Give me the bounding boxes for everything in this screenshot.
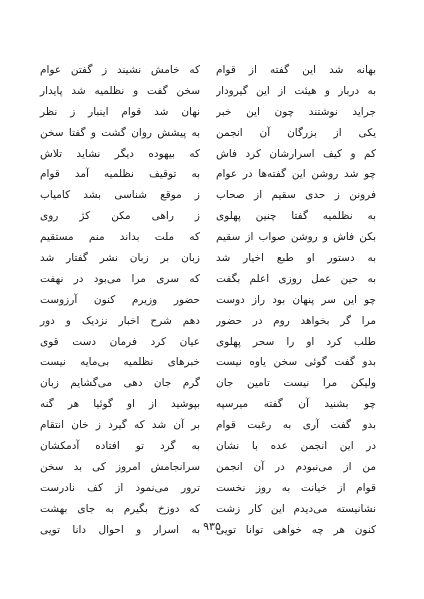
verse-couplet	[38, 269, 386, 290]
verse-couplet	[38, 457, 386, 478]
verse-couplet	[38, 415, 386, 436]
verse-first-hemistich: فرونن ز حدی سقیم از صحاب	[216, 189, 376, 202]
verse-couplet	[38, 352, 386, 373]
verse-couplet	[38, 206, 386, 227]
verse-first-hemistich: در این انجمن عده با نشان	[216, 440, 376, 453]
verse-couplet	[38, 144, 386, 165]
verse-second-hemistich: زبان بر زبان نشر گفتار شد	[40, 252, 200, 265]
verse-second-hemistich: نهان شد قوام اینبار ز نظر	[40, 105, 200, 118]
verse-second-hemistich: دهم شرح اخبار نزدیک و دور	[40, 314, 200, 327]
verse-first-hemistich: به دستور او طبع اخیار شد	[216, 252, 376, 265]
verse-couplet	[38, 60, 386, 81]
verse-second-hemistich: ز راهی مکن کژ روی	[40, 210, 200, 223]
verse-second-hemistich: سرانجامش امروز کی بد سخن	[40, 460, 200, 473]
verse-second-hemistich: بر آن شد که گیرد ز خان انتقام	[40, 419, 200, 432]
verse-second-hemistich: به اسرار و احوال دانا تویی	[40, 523, 200, 536]
verse-second-hemistich: گرم جان دهی می‌گشایم زبان	[40, 377, 200, 390]
verse-first-hemistich: چو این سر پنهان بود راز دوست	[216, 293, 376, 306]
verse-second-hemistich: که بیهوده دیگر نشاید تلاش	[40, 147, 200, 160]
verse-couplet	[38, 478, 386, 499]
verse-first-hemistich: من از می‌نبودم در آن انجمن	[216, 460, 376, 473]
verse-couplet	[38, 227, 386, 248]
verse-second-hemistich: که دوزخ بگیرم به جای بهشت	[40, 502, 200, 515]
verse-second-hemistich: که ملت بداند منم مستقیم	[40, 231, 200, 244]
verse-second-hemistich: به توقیف نظلمیه آمد قوام	[40, 168, 200, 181]
verse-first-hemistich: چو بشنید آن گفته میرسپه	[216, 398, 376, 411]
verse-first-hemistich: بدو گفت آری به رغبت قوام	[216, 419, 376, 432]
verse-couplet	[38, 290, 386, 311]
verse-couplet	[38, 102, 386, 123]
verse-second-hemistich: عیان کرد فرمان دست قوی	[40, 335, 200, 348]
verse-second-hemistich: سخن گفت و نظلمیه شد پایدار	[40, 84, 200, 97]
verse-couplet	[38, 123, 386, 144]
page-number: ۹۳۵	[203, 520, 221, 533]
verse-couplet	[38, 373, 386, 394]
verse-second-hemistich: به پیشش روان گشت و گفتا سخن	[40, 126, 200, 139]
verse-second-hemistich: ز موقع شناسی بشد کامیاب	[40, 189, 200, 202]
verse-couplet	[38, 185, 386, 206]
verse-first-hemistich: ولیکن مرا نیست تامین جان	[216, 377, 376, 390]
verse-first-hemistich: بدو گفت گوئی سخن یاوه نیست	[216, 356, 376, 369]
verse-second-hemistich: خبرهای نظلمیه بی‌مایه نیست	[40, 356, 200, 369]
poem-body	[38, 60, 386, 540]
verse-first-hemistich: مرا گر بخواهد روم در حضور	[216, 314, 376, 327]
verse-couplet	[38, 81, 386, 102]
verse-first-hemistich: کنون هر چه خواهی توانا تویی	[216, 523, 376, 536]
verse-first-hemistich: قوام از خیانت به روز نخست	[216, 481, 376, 494]
verse-first-hemistich: به حین عمل روزی اعلم بگفت	[216, 272, 376, 285]
verse-second-hemistich: ترور می‌نمود از کف نادرست	[40, 481, 200, 494]
verse-first-hemistich: به نظلمیه گفتا چنین پهلوی	[216, 210, 376, 223]
verse-second-hemistich: که خامش نشیند ز گفتن عوام	[40, 64, 200, 76]
verse-first-hemistich: کم و کیف اسرارشان کرد فاش	[216, 147, 376, 160]
verse-first-hemistich: طلب کرد او را سحر پهلوی	[216, 335, 376, 348]
verse-first-hemistich: بکن فاش و روشن صواب از سقیم	[216, 231, 376, 244]
verse-couplet	[38, 164, 386, 185]
verse-second-hemistich: حضور وزیرم کنون آرزوست	[40, 293, 200, 306]
verse-first-hemistich: جراید نوشتند چون این خبر	[216, 105, 376, 118]
verse-couplet	[38, 436, 386, 457]
verse-couplet	[38, 248, 386, 269]
verse-first-hemistich: یکی از بزرگان آن انجمن	[216, 126, 376, 139]
verse-second-hemistich: به گرد تو افتاده آدمکشان	[40, 440, 200, 453]
verse-first-hemistich: به دربار و هیئت از این گیرودار	[216, 84, 376, 97]
verse-couplet	[38, 332, 386, 353]
verse-couplet	[38, 311, 386, 332]
verse-second-hemistich: بپوشید از او گوئیا هر گنه	[40, 398, 200, 411]
verse-first-hemistich: بهانه شد این گفته از قوام	[216, 64, 376, 76]
verse-first-hemistich: نشانیسته می‌دیدم این کار زشت	[216, 502, 376, 515]
verse-first-hemistich: چو شد روشن این گفته‌ها در عوام	[216, 168, 376, 181]
verse-couplet	[38, 499, 386, 520]
verse-second-hemistich: که سری مرا می‌بود در نهفت	[40, 272, 200, 285]
verse-couplet	[38, 394, 386, 415]
